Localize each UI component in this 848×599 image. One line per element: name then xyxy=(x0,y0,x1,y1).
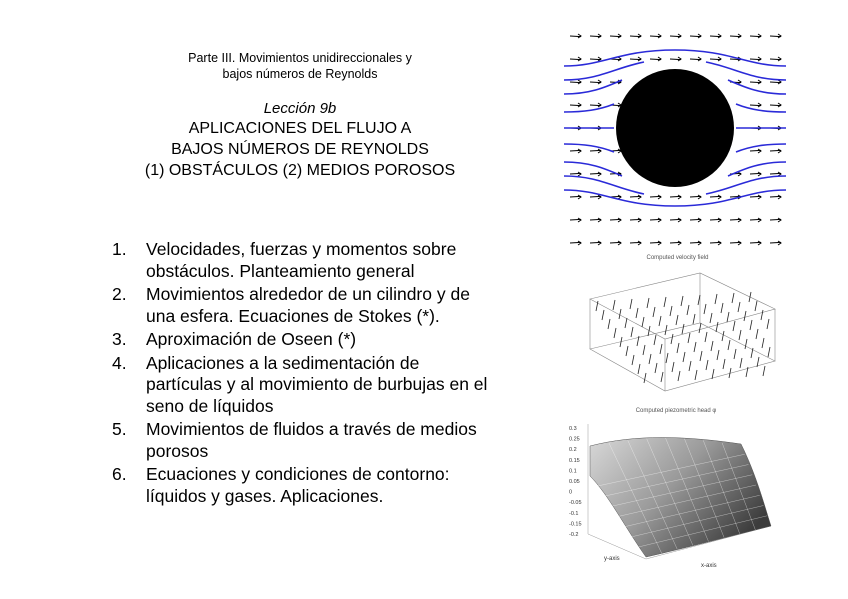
y-axis-label: y-axis xyxy=(604,556,620,562)
velocity-vector xyxy=(700,351,702,361)
velocity-vector xyxy=(682,324,684,334)
figure-caption: Computed piezometric head φ xyxy=(635,408,717,414)
streamline xyxy=(564,50,786,66)
velocity-field-figure xyxy=(570,255,785,414)
z-tick-label: 0.1 xyxy=(569,468,577,475)
z-tick-label: -0.2 xyxy=(569,532,579,538)
z-tick-label: 0.05 xyxy=(569,479,580,485)
velocity-vector xyxy=(619,309,621,319)
slide-title xyxy=(100,118,500,181)
item-line: Aproximación de Oseen (*) xyxy=(146,329,357,349)
velocity-vector xyxy=(761,310,763,320)
velocity-vector xyxy=(721,303,723,313)
list-item xyxy=(112,353,552,418)
velocity-vector xyxy=(727,312,729,322)
velocity-vector xyxy=(654,335,656,345)
item-line: líquidos y gases. Aplicaciones. xyxy=(146,485,384,506)
velocity-vector xyxy=(665,325,667,335)
velocity-vector xyxy=(756,329,758,339)
cylinder-flow-figure xyxy=(564,28,786,250)
item-text xyxy=(146,464,552,507)
list-item xyxy=(112,284,552,327)
velocity-vector xyxy=(626,346,628,356)
velocity-vector xyxy=(705,332,707,342)
velocity-vector xyxy=(677,343,679,353)
z-tick-label: 0.15 xyxy=(569,457,580,464)
title-line-2: BAJOS NÚMEROS DE REYNOLDS xyxy=(171,141,429,158)
velocity-vector xyxy=(661,372,663,382)
streamline xyxy=(564,190,786,206)
velocity-vector xyxy=(631,327,633,337)
item-text xyxy=(146,284,552,327)
velocity-vector xyxy=(704,304,706,314)
velocity-vector xyxy=(711,341,713,351)
velocity-vector xyxy=(710,313,712,323)
velocity-vector xyxy=(638,364,640,374)
z-tick-label: 0.2 xyxy=(569,447,577,454)
velocity-vector xyxy=(694,342,696,352)
velocity-vector xyxy=(681,296,683,306)
velocity-vector xyxy=(660,344,662,354)
velocity-vector xyxy=(728,340,730,350)
title-line-1: APLICACIONES DEL FLUJO A xyxy=(188,120,412,137)
velocity-vector xyxy=(614,328,616,338)
velocity-vector xyxy=(738,302,740,312)
box-top-face xyxy=(590,273,775,339)
velocity-vector xyxy=(768,347,770,357)
z-tick-label: -0.15 xyxy=(569,521,582,528)
z-axis-ticks xyxy=(569,426,582,538)
velocity-vector xyxy=(767,319,769,329)
velocity-vector xyxy=(716,322,718,332)
velocity-field-plot xyxy=(570,261,785,409)
cylinder-obstacle xyxy=(616,69,734,187)
slide-header xyxy=(100,50,500,181)
title-line-3: (1) OBSTÁCULOS (2) MEDIOS POROSOS xyxy=(144,162,456,179)
item-line: Aplicaciones a la sedimentación de xyxy=(146,352,420,373)
lesson-outline-list xyxy=(112,239,552,509)
velocity-vector xyxy=(649,354,651,364)
figure-caption: Computed velocity field xyxy=(646,255,709,261)
velocity-vector xyxy=(642,317,644,327)
z-tick-label: -0.1 xyxy=(569,510,579,517)
z-tick-label: 0.25 xyxy=(569,436,580,443)
velocity-vector xyxy=(608,319,610,329)
velocity-vector xyxy=(672,362,674,372)
velocity-vector xyxy=(723,359,725,369)
velocity-vector xyxy=(636,308,638,318)
item-number: 6. xyxy=(112,464,127,484)
velocity-vector xyxy=(745,339,747,349)
item-line: Velocidades, fuerzas y momentos sobre xyxy=(146,239,457,259)
lesson-label: Lección 9b xyxy=(263,100,337,117)
velocity-vector xyxy=(740,358,742,368)
z-tick-label: 0 xyxy=(569,489,573,496)
velocity-vector xyxy=(653,307,655,317)
velocity-vector xyxy=(763,366,765,376)
list-item xyxy=(112,419,552,462)
velocity-vector xyxy=(659,316,661,326)
part-line-1: Parte III. Movimientos unidireccionales y xyxy=(188,51,412,65)
piezometric-surface-plot xyxy=(566,414,786,569)
velocity-vector xyxy=(644,373,646,383)
item-number: 4. xyxy=(112,352,127,373)
item-text xyxy=(146,239,552,282)
velocity-vector xyxy=(699,323,701,333)
velocity-vector xyxy=(693,314,695,324)
item-text xyxy=(146,419,552,462)
velocity-vector xyxy=(733,321,735,331)
surface-mesh xyxy=(590,438,771,558)
list-item xyxy=(112,239,552,282)
part-heading xyxy=(100,50,500,82)
item-number: 2. xyxy=(112,284,127,304)
velocity-vector xyxy=(734,349,736,359)
velocity-vector xyxy=(632,355,634,365)
part-line-2: bajos números de Reynolds xyxy=(222,67,378,81)
velocity-vector xyxy=(695,370,697,380)
item-text xyxy=(146,329,552,351)
item-line: Movimientos de fluidos a través de medios xyxy=(146,419,477,439)
item-line: obstáculos. Planteamiento general xyxy=(146,260,415,281)
velocity-vector xyxy=(664,297,666,307)
velocity-vector xyxy=(683,352,685,362)
piezometric-surface-figure xyxy=(566,408,786,574)
list-item xyxy=(112,329,552,351)
velocity-vector xyxy=(643,345,645,355)
velocity-vector xyxy=(739,330,741,340)
item-line: partículas y al movimiento de burbujas en el xyxy=(146,374,488,394)
item-text xyxy=(146,353,552,418)
velocity-vector xyxy=(613,300,615,310)
velocity-vector xyxy=(744,311,746,321)
velocity-vector xyxy=(722,331,724,341)
velocity-vector xyxy=(688,333,690,343)
velocity-vector xyxy=(689,361,691,371)
item-number: 3. xyxy=(112,329,127,349)
velocity-vector xyxy=(706,360,708,370)
velocity-vector xyxy=(666,353,668,363)
velocity-vector xyxy=(755,301,757,311)
item-line: seno de líquidos xyxy=(146,395,274,416)
velocity-vector xyxy=(647,298,649,308)
velocity-vector xyxy=(671,334,673,344)
item-number: 1. xyxy=(112,239,127,259)
velocity-vector xyxy=(602,310,604,320)
velocity-vector xyxy=(670,306,672,316)
velocity-vector xyxy=(625,318,627,328)
item-line: Movimientos alrededor de un cilindro y de xyxy=(146,284,470,304)
velocity-vector xyxy=(749,292,751,302)
velocity-vector xyxy=(732,293,734,303)
velocity-vector xyxy=(750,320,752,330)
velocity-vector xyxy=(715,294,717,304)
item-line: una esfera. Ecuaciones de Stokes (*). xyxy=(146,305,440,326)
item-line: porosos xyxy=(146,440,209,461)
velocity-vector xyxy=(676,315,678,325)
velocity-vector xyxy=(762,338,764,348)
velocity-vector xyxy=(687,305,689,315)
z-tick-label: 0.3 xyxy=(569,426,577,432)
velocity-vector xyxy=(655,363,657,373)
item-line: Ecuaciones y condiciones de contorno: xyxy=(146,464,450,484)
velocity-vector xyxy=(678,371,680,381)
z-tick-label: -0.05 xyxy=(569,500,582,507)
item-number: 5. xyxy=(112,419,127,439)
velocity-vector xyxy=(630,299,632,309)
velocity-vector xyxy=(717,350,719,360)
list-item xyxy=(112,464,552,507)
x-axis-label: x-axis xyxy=(701,563,717,569)
